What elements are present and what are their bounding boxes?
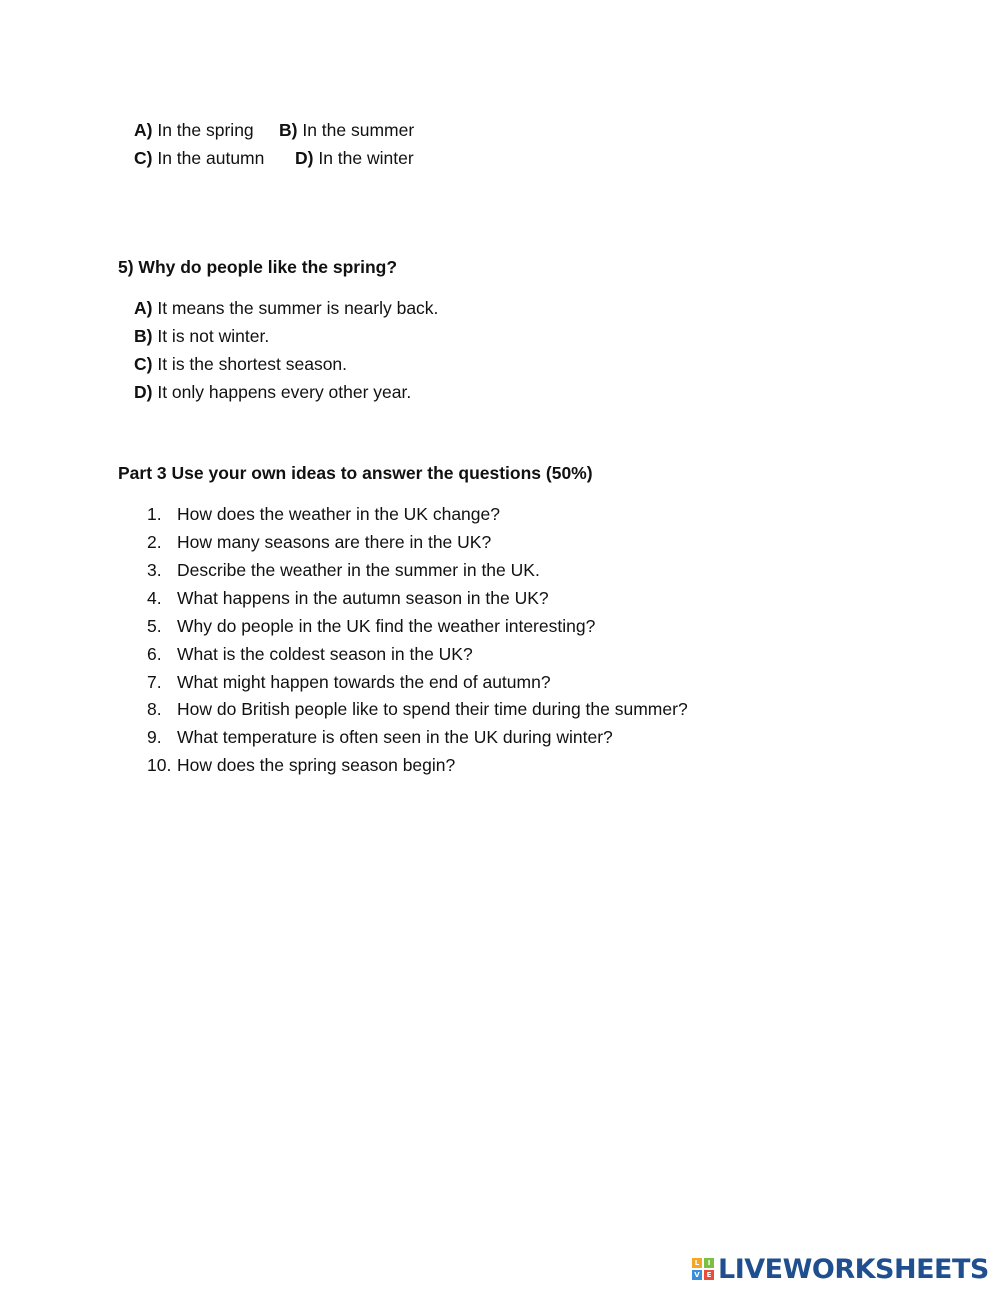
- list-text: How does the weather in the UK change?: [177, 504, 500, 524]
- list-item: [147, 558, 540, 582]
- option-letter: C): [134, 354, 153, 374]
- list-item: [147, 753, 455, 777]
- list-item: [147, 697, 688, 721]
- list-text: What is the coldest season in the UK?: [177, 644, 473, 664]
- list-number: 9.: [147, 727, 162, 747]
- list-item: [147, 725, 613, 749]
- list-item: [147, 670, 551, 694]
- option-letter: B): [134, 326, 153, 346]
- option-text: It is not winter.: [157, 326, 270, 346]
- option-text: It means the summer is nearly back.: [157, 298, 439, 318]
- liveworksheets-logo[interactable]: [692, 1254, 989, 1284]
- logo-text: LIVEWORKSHEETS: [718, 1253, 989, 1285]
- liveworksheets-logo-icon: L I V E: [692, 1258, 714, 1280]
- list-item: [147, 642, 473, 666]
- option-letter: A): [134, 120, 153, 140]
- option-text: It is the shortest season.: [157, 354, 348, 374]
- option-letter: B): [279, 120, 298, 140]
- q4-option-b: [279, 118, 414, 142]
- q5-option-d: [134, 380, 411, 404]
- list-item: [147, 614, 595, 638]
- option-letter: C): [134, 148, 153, 168]
- list-item: [147, 530, 491, 554]
- list-number: 4.: [147, 588, 162, 608]
- list-text: What happens in the autumn season in the UK?: [177, 588, 549, 608]
- list-number: 7.: [147, 672, 162, 692]
- list-text: How does the spring season begin?: [177, 755, 456, 775]
- option-letter: A): [134, 298, 153, 318]
- list-number: 1.: [147, 504, 162, 524]
- part-3-title: Part 3 Use your own ideas to answer the questions (50%): [118, 463, 593, 483]
- list-number: 5.: [147, 616, 162, 636]
- q5-option-b: [134, 324, 269, 348]
- option-text: It only happens every other year.: [157, 382, 412, 402]
- list-number: 6.: [147, 644, 162, 664]
- q4-option-a: [134, 118, 254, 142]
- list-number: 2.: [147, 532, 162, 552]
- list-text: How many seasons are there in the UK?: [177, 532, 492, 552]
- option-text: In the spring: [157, 120, 254, 140]
- list-number: 8.: [147, 699, 162, 719]
- option-letter: D): [134, 382, 153, 402]
- list-item: [147, 586, 549, 610]
- option-text: In the autumn: [157, 148, 265, 168]
- q5-option-a: [134, 296, 438, 320]
- list-text: What might happen towards the end of autumn?: [177, 672, 551, 692]
- list-text: How do British people like to spend their time during the summer?: [177, 699, 688, 719]
- option-text: In the summer: [302, 120, 415, 140]
- list-number: 3.: [147, 560, 162, 580]
- option-text: In the winter: [318, 148, 414, 168]
- q4-option-d: [295, 146, 414, 170]
- q5-option-c: [134, 352, 347, 376]
- list-number: 10.: [147, 755, 172, 775]
- option-letter: D): [295, 148, 314, 168]
- list-text: Why do people in the UK find the weather interesting?: [177, 616, 596, 636]
- list-item: [147, 502, 500, 526]
- question-5-title: 5) Why do people like the spring?: [118, 257, 398, 277]
- list-text: What temperature is often seen in the UK during winter?: [177, 727, 613, 747]
- list-text: Describe the weather in the summer in the UK.: [177, 560, 540, 580]
- q4-option-c: [134, 146, 264, 170]
